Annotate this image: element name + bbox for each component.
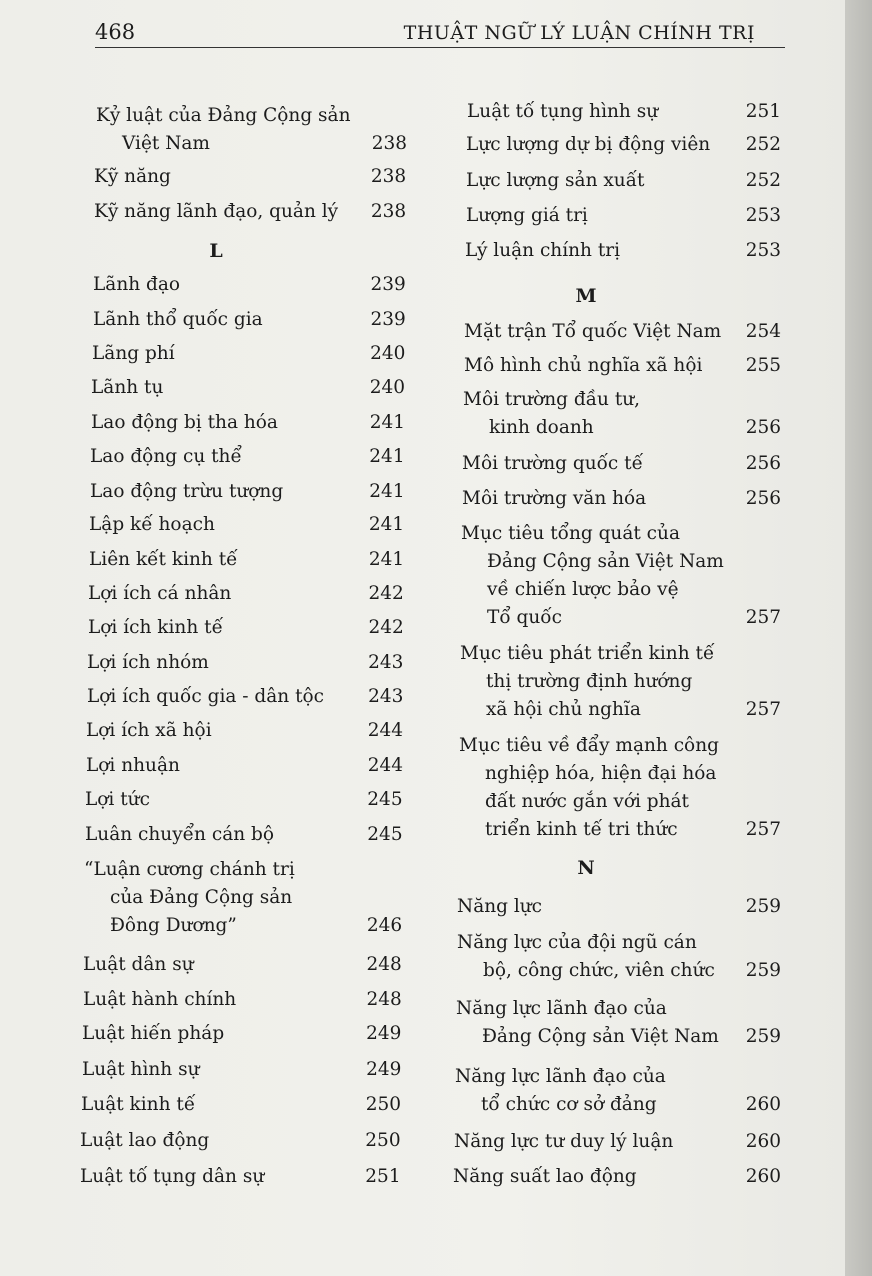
- entry-page-number: 244: [367, 755, 403, 776]
- index-entry: [457, 893, 542, 921]
- entry-page-number: 243: [368, 686, 404, 707]
- entry-page-number: 259: [745, 960, 781, 981]
- section-letter: M: [575, 285, 597, 307]
- entry-page-number: 253: [745, 205, 781, 226]
- entry-term-line: Kỹ năng: [94, 166, 171, 187]
- entry-term-line: “Luận cương chánh trị: [84, 859, 295, 880]
- entry-page-number: 243: [368, 652, 404, 673]
- entry-page-number: 239: [370, 274, 406, 295]
- index-entry: [84, 856, 295, 940]
- entry-term-line: kinh doanh: [489, 417, 594, 438]
- entry-term-line: Luật hiến pháp: [82, 1023, 225, 1044]
- page-number: 468: [95, 20, 136, 44]
- index-entry: [466, 131, 710, 159]
- entry-term-line: Lãng phí: [92, 343, 175, 364]
- entry-term-line: Năng lực: [457, 896, 543, 917]
- entry-page-number: 238: [371, 133, 407, 154]
- entry-term-line: Mặt trận Tổ quốc Việt Nam: [464, 321, 722, 342]
- entry-page-number: 245: [367, 824, 403, 845]
- section-letter: N: [577, 857, 595, 879]
- entry-page-number: 252: [745, 134, 781, 155]
- entry-page-number: 241: [369, 412, 405, 433]
- index-entry: [80, 1127, 209, 1155]
- entry-term-line: Lao động cụ thể: [90, 446, 242, 467]
- entry-term-line: Lợi ích kinh tế: [88, 617, 223, 638]
- header-rule: [95, 47, 785, 48]
- entry-term-line: Luật tố tụng hình sự: [467, 101, 659, 122]
- entry-term-line: xã hội chủ nghĩa: [486, 699, 641, 720]
- entry-page-number: 244: [367, 720, 403, 741]
- entry-term-line: Đảng Cộng sản Việt Nam: [487, 551, 724, 572]
- entry-term-line: Luật tố tụng dân sự: [80, 1166, 265, 1187]
- entry-page-number: 241: [368, 514, 405, 535]
- entry-page-number: 253: [745, 240, 781, 261]
- entry-page-number: 241: [369, 481, 405, 502]
- entry-page-number: 241: [369, 446, 405, 467]
- index-entry: [462, 485, 646, 513]
- entry-term-line: đất nước gắn với phát: [485, 791, 689, 812]
- entry-term-line: Kỹ năng lãnh đạo, quản lý: [94, 201, 339, 222]
- entry-term-line: Việt Nam: [122, 133, 210, 154]
- entry-term-line: Năng suất lao động: [453, 1166, 637, 1187]
- index-entry: [85, 786, 150, 814]
- index-entry: [459, 732, 719, 844]
- index-entry: [460, 640, 714, 724]
- index-entry: [82, 1020, 224, 1048]
- entry-term-line: của Đảng Cộng sản: [110, 887, 293, 908]
- entry-page-number: 251: [745, 101, 781, 122]
- entry-term-line: Lợi ích quốc gia - dân tộc: [87, 686, 325, 707]
- entry-term-line: Lãnh đạo: [93, 274, 181, 295]
- index-entry: [82, 1056, 200, 1084]
- entry-term-line: Lợi nhuận: [86, 755, 180, 776]
- entry-page-number: 248: [366, 989, 402, 1010]
- entry-page-number: 260: [745, 1131, 781, 1152]
- index-entry: [94, 163, 171, 191]
- index-entry: [454, 1128, 673, 1156]
- running-title: THUẬT NGỮ LÝ LUẬN CHÍNH TRỊ: [403, 22, 755, 44]
- entry-term-line: Lượng giá trị: [466, 205, 588, 226]
- entry-page-number: 256: [745, 453, 781, 474]
- entry-term-line: Năng lực tư duy lý luận: [454, 1131, 674, 1152]
- index-entry: [93, 271, 180, 299]
- entry-term-line: Lãnh thổ quốc gia: [93, 309, 263, 330]
- entry-term-line: Lợi tức: [85, 789, 150, 810]
- index-entry: [465, 237, 620, 265]
- index-entry: [464, 352, 702, 380]
- entry-term-line: Lực lượng dự bị động viên: [466, 134, 711, 155]
- index-entry: [87, 683, 324, 711]
- index-entry: [91, 374, 163, 402]
- entry-term-line: Lợi ích cá nhân: [88, 583, 232, 604]
- entry-term-line: Mục tiêu phát triển kinh tế: [460, 643, 715, 664]
- entry-page-number: 256: [745, 488, 781, 509]
- entry-term-line: Luật hành chính: [83, 989, 237, 1010]
- entry-page-number: 255: [745, 355, 781, 376]
- entry-page-number: 257: [745, 607, 781, 628]
- entry-page-number: 240: [369, 377, 405, 398]
- entry-term-line: Luật hình sự: [82, 1059, 200, 1080]
- entry-page-number: 256: [745, 417, 781, 438]
- entry-page-number: 257: [745, 819, 781, 840]
- entry-term-line: Mục tiêu về đẩy mạnh công: [459, 735, 719, 756]
- index-entry: [94, 198, 338, 226]
- entry-term-line: Mục tiêu tổng quát của: [461, 523, 680, 544]
- index-entry: [89, 511, 215, 539]
- entry-term-line: Lập kế hoạch: [89, 514, 215, 535]
- entry-page-number: 238: [370, 166, 407, 187]
- index-entry: [85, 821, 274, 849]
- entry-term-line: Năng lực của đội ngũ cán: [457, 932, 697, 953]
- entry-term-line: Mô hình chủ nghĩa xã hội: [464, 355, 703, 376]
- entry-page-number: 242: [368, 617, 404, 638]
- index-entry: [83, 951, 194, 979]
- entry-page-number: 246: [366, 915, 403, 936]
- index-entry: [88, 580, 231, 608]
- entry-term-line: Lao động trừu tượng: [90, 481, 284, 502]
- entry-term-line: Môi trường đầu tư,: [463, 389, 641, 410]
- entry-term-line: Đảng Cộng sản Việt Nam: [482, 1026, 719, 1047]
- index-entry: [86, 752, 180, 780]
- entry-page-number: 248: [366, 954, 402, 975]
- entry-term-line: Tổ quốc: [487, 607, 562, 628]
- index-entry: [89, 546, 238, 574]
- entry-term-line: Kỷ luật của Đảng Cộng sản: [96, 105, 351, 126]
- index-entry: [92, 340, 175, 368]
- entry-term-line: thị trường định hướng: [486, 671, 693, 692]
- entry-term-line: về chiến lược bảo vệ: [487, 579, 679, 600]
- index-entry: [462, 450, 643, 478]
- entry-page-number: 250: [365, 1094, 401, 1115]
- index-entry: [86, 717, 212, 745]
- index-entry: [90, 443, 242, 471]
- entry-term-line: Lãnh tụ: [91, 377, 164, 398]
- entry-term-line: Lý luận chính trị: [465, 240, 621, 261]
- entry-page-number: 257: [745, 699, 781, 720]
- entry-term-line: Môi trường quốc tế: [462, 453, 643, 474]
- entry-term-line: Lợi ích xã hội: [86, 720, 212, 741]
- entry-term-line: Năng lực lãnh đạo của: [456, 998, 667, 1019]
- index-entry: [88, 614, 223, 642]
- entry-term-line: Liên kết kinh tế: [89, 549, 238, 570]
- entry-page-number: 238: [370, 201, 407, 222]
- index-entry: [96, 102, 350, 158]
- entry-page-number: 250: [365, 1130, 401, 1151]
- entry-term-line: Đông Dương”: [110, 915, 237, 936]
- entry-term-line: triển kinh tế tri thức: [485, 819, 678, 840]
- index-entry: [457, 929, 715, 985]
- entry-page-number: 252: [745, 170, 781, 191]
- entry-page-number: 245: [367, 789, 403, 810]
- entry-page-number: 259: [745, 896, 781, 917]
- index-entry: [464, 318, 721, 346]
- index-entry: [83, 986, 236, 1014]
- entry-page-number: 251: [365, 1166, 401, 1187]
- entry-page-number: 239: [370, 309, 406, 330]
- entry-page-number: 260: [745, 1094, 781, 1115]
- entry-page-number: 242: [368, 583, 404, 604]
- index-entry: [81, 1091, 195, 1119]
- entry-term-line: Luân chuyển cán bộ: [85, 824, 275, 845]
- entry-term-line: Luật lao động: [80, 1130, 210, 1151]
- index-entry: [463, 386, 640, 442]
- entry-term-line: Lực lượng sản xuất: [466, 170, 645, 191]
- entry-page-number: 259: [745, 1026, 781, 1047]
- entry-page-number: 240: [370, 343, 406, 364]
- section-letter: L: [209, 240, 223, 262]
- index-entry: [467, 98, 658, 126]
- entry-term-line: Năng lực lãnh đạo của: [455, 1066, 666, 1087]
- index-entry: [453, 1163, 637, 1191]
- index-entry: [90, 478, 283, 506]
- index-entry: [461, 520, 724, 632]
- entry-term-line: Môi trường văn hóa: [462, 488, 647, 509]
- entry-term-line: Luật kinh tế: [81, 1094, 196, 1115]
- entry-term-line: nghiệp hóa, hiện đại hóa: [485, 763, 717, 784]
- entry-page-number: 260: [745, 1166, 781, 1187]
- entry-term-line: Luật dân sự: [83, 954, 194, 975]
- entry-page-number: 249: [366, 1023, 402, 1044]
- entry-page-number: 249: [366, 1059, 402, 1080]
- index-entry: [466, 167, 645, 195]
- entry-term-line: Lợi ích nhóm: [87, 652, 209, 673]
- page-edge: [845, 0, 872, 1276]
- index-entry: [91, 409, 278, 437]
- index-entry: [93, 306, 263, 334]
- index-entry: [455, 1063, 666, 1119]
- entry-term-line: bộ, công chức, viên chức: [483, 960, 715, 981]
- index-entry: [466, 202, 588, 230]
- index-entry: [456, 995, 719, 1051]
- entry-term-line: tổ chức cơ sở đảng: [481, 1094, 657, 1115]
- index-entry: [80, 1163, 264, 1191]
- entry-page-number: 241: [368, 549, 405, 570]
- entry-term-line: Lao động bị tha hóa: [91, 412, 278, 433]
- index-entry: [87, 649, 209, 677]
- entry-page-number: 254: [745, 321, 781, 342]
